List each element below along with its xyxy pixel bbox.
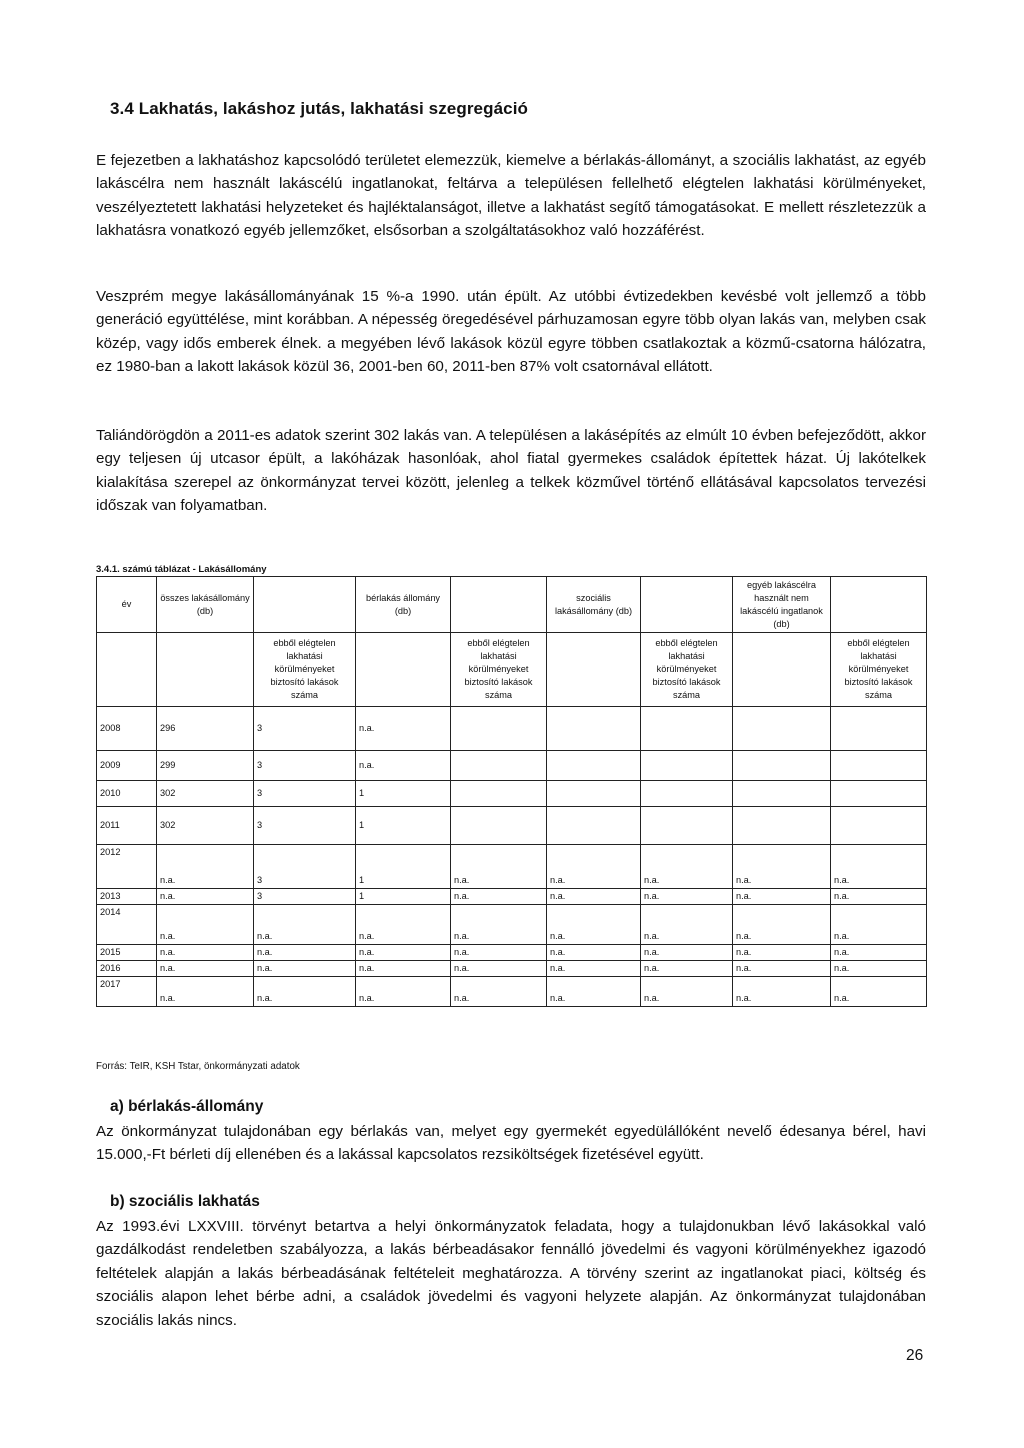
table-cell: n.a.: [547, 945, 641, 961]
table-cell: 1: [356, 845, 451, 889]
subsection-b-text: Az 1993.évi LXXVIII. törvényt betartva a helyi önkormányzatok feladata, hogy a tulajdonukban lévő lakásokkal való gazdálkodást rendeletben szabályozza, a lakás bérbeadásakor fennálló jövedelmi és vagyoni körülményekhez igazodó feltételek alapján a lakás bérbeadásának feltételeit meghatározza. A törvény szerint az ingatlanokat piaci, költség és szociális alapon lehet bérbe adni, a családok jövedelmi és vagyoni helyzete alapján. Az önkormányzat tulajdonában szociális lakás nincs.: [96, 1218, 926, 1329]
table-cell: n.a.: [641, 977, 733, 1007]
table-cell: [733, 807, 831, 845]
table-cell: n.a.: [157, 905, 254, 945]
table-cell: [733, 781, 831, 807]
table-cell-year: 2013: [97, 889, 157, 905]
table-cell: n.a.: [733, 905, 831, 945]
subheader-inadequate-social: ebből elégtelen lakhatási körülményeket biztosító lakások száma: [641, 633, 733, 707]
subheader-inadequate-rental: ebből elégtelen lakhatási körülményeket biztosító lakások száma: [451, 633, 547, 707]
table-cell-year: 2016: [97, 961, 157, 977]
table-cell: [733, 707, 831, 751]
table-cell: n.a.: [831, 945, 927, 961]
table-cell-year: 2011: [97, 807, 157, 845]
table-cell-year: 2008: [97, 707, 157, 751]
table-cell: n.a.: [733, 945, 831, 961]
table-cell-year: 2012: [97, 845, 157, 889]
table-cell: 302: [157, 781, 254, 807]
table-cell: [641, 781, 733, 807]
table-cell: n.a.: [641, 961, 733, 977]
table-cell-year: 2015: [97, 945, 157, 961]
table-cell: [831, 781, 927, 807]
subheader-inadequate-total: ebből elégtelen lakhatási körülményeket biztosító lakások száma: [254, 633, 356, 707]
table-cell: n.a.: [733, 845, 831, 889]
table-cell: n.a.: [831, 845, 927, 889]
section-title: 3.4 Lakhatás, lakáshoz jutás, lakhatási szegregáció: [110, 99, 529, 118]
table-cell: n.a.: [641, 905, 733, 945]
table-subheader-row: [97, 633, 927, 707]
table-cell: 3: [254, 751, 356, 781]
subsection-a-title: a) bérlakás-állomány: [110, 1098, 264, 1115]
header-empty: [641, 577, 733, 633]
source-note: Forrás: TeIR, KSH Tstar, önkormányzati adatok: [96, 1061, 300, 1072]
header-empty: [451, 577, 547, 633]
housing-stock-table: [96, 576, 927, 1007]
table-cell: [641, 707, 733, 751]
subheader-empty: [356, 633, 451, 707]
table-cell: n.a.: [356, 751, 451, 781]
table-cell: n.a.: [254, 961, 356, 977]
table-cell: 1: [356, 781, 451, 807]
table-cell: [831, 751, 927, 781]
table-cell: 299: [157, 751, 254, 781]
table-row: [97, 707, 927, 751]
table-cell: 302: [157, 807, 254, 845]
table-cell: n.a.: [547, 845, 641, 889]
table-row: [97, 781, 927, 807]
table-cell: 3: [254, 781, 356, 807]
table-cell: 3: [254, 845, 356, 889]
table-cell: [451, 751, 547, 781]
table-cell: n.a.: [831, 961, 927, 977]
table-cell: 3: [254, 889, 356, 905]
table-cell: [451, 707, 547, 751]
table-cell: n.a.: [547, 889, 641, 905]
table-cell: 3: [254, 807, 356, 845]
table-cell: n.a.: [356, 977, 451, 1007]
table-cell: n.a.: [157, 961, 254, 977]
header-total: összes lakásállomány (db): [157, 577, 254, 633]
table-cell-year: 2009: [97, 751, 157, 781]
table-cell: n.a.: [157, 977, 254, 1007]
table-cell: n.a.: [451, 905, 547, 945]
table-cell-year: 2010: [97, 781, 157, 807]
table-cell: n.a.: [254, 977, 356, 1007]
table-header-row: [97, 577, 927, 633]
header-empty: [254, 577, 356, 633]
table-cell: n.a.: [356, 961, 451, 977]
table-cell: n.a.: [451, 889, 547, 905]
header-other: egyéb lakáscélra használt nem lakáscélú ingatlanok (db): [733, 577, 831, 633]
table-cell: [831, 807, 927, 845]
table-row: [97, 945, 927, 961]
table-cell: [547, 781, 641, 807]
table-cell: n.a.: [641, 889, 733, 905]
table-row: [97, 889, 927, 905]
table-cell: n.a.: [254, 945, 356, 961]
header-empty: [831, 577, 927, 633]
table-caption: 3.4.1. számú táblázat - Lakásállomány: [96, 564, 267, 575]
table-cell: n.a.: [254, 905, 356, 945]
table-cell: [451, 807, 547, 845]
table-cell-year: 2017: [97, 977, 157, 1007]
table-cell: n.a.: [356, 707, 451, 751]
table-cell: 3: [254, 707, 356, 751]
header-year: év: [97, 577, 157, 633]
subheader-empty: [733, 633, 831, 707]
table-row: [97, 961, 927, 977]
table-cell: n.a.: [831, 977, 927, 1007]
table-row: [97, 751, 927, 781]
table-cell: n.a.: [547, 977, 641, 1007]
table-cell: 1: [356, 889, 451, 905]
county-housing-paragraph: Veszprém megye lakásállományának 15 %-a 1990. után épült. Az utóbbi évtizedekben kevésbé volt jellemző a több generáció együttélése, mint korábban. A népesség öregedésével párhuzamosan egyre több olyan lakás van, melyben csak közép, vagy idős emberek élnek. a megyében lévő lakások közül egyre többen csatlakoztak a közmű-csatorna hálózatra, ez 1980-ban a lakott lakások közül 36, 2001-ben 60, 2011-ben 87% volt csatornával ellátott.: [96, 288, 926, 376]
subheader-inadequate-other: ebből elégtelen lakhatási körülményeket biztosító lakások száma: [831, 633, 927, 707]
subsection-b-title: b) szociális lakhatás: [110, 1193, 260, 1210]
table-cell: n.a.: [733, 977, 831, 1007]
table-cell: n.a.: [641, 945, 733, 961]
table-cell-year: 2014: [97, 905, 157, 945]
table-cell: n.a.: [451, 945, 547, 961]
table-cell: 296: [157, 707, 254, 751]
table-body: [97, 707, 927, 1007]
table-cell: [641, 807, 733, 845]
table-cell: n.a.: [157, 889, 254, 905]
table-cell: n.a.: [831, 889, 927, 905]
page-number: 26: [906, 1347, 924, 1364]
table-cell: n.a.: [547, 905, 641, 945]
header-rental: bérlakás állomány (db): [356, 577, 451, 633]
table-cell: n.a.: [641, 845, 733, 889]
table-cell: n.a.: [157, 945, 254, 961]
table-cell: 1: [356, 807, 451, 845]
table-cell: [547, 751, 641, 781]
table-cell: n.a.: [831, 905, 927, 945]
table-cell: n.a.: [356, 905, 451, 945]
table-cell: n.a.: [547, 961, 641, 977]
header-social: szociális lakásállomány (db): [547, 577, 641, 633]
table-cell: [547, 707, 641, 751]
subsection-a-text: Az önkormányzat tulajdonában egy bérlakás van, melyet egy gyermekét egyedülállóként nevelő édesanya bérel, havi 15.000,-Ft bérleti díj ellenében és a lakással kapcsolatos rezsiköltségek fizetésével együtt.: [96, 1123, 926, 1164]
table-cell: n.a.: [733, 889, 831, 905]
table-cell: n.a.: [356, 945, 451, 961]
intro-paragraph: E fejezetben a lakhatáshoz kapcsolódó területet elemezzük, kiemelve a bérlakás-állományt, a szociális lakhatást, az egyéb lakáscélra nem használt lakáscélú ingatlanokat, feltárva a településen fellelhető elégtelen lakhatási körülményeket, veszélyeztetett lakhatási helyzeteket és hajléktalanságot, illetve a lakhatást segítő támogatásokat. E mellett részletezzük a lakhatásra vonatkozó egyéb jellemzőket, elsősorban a szolgáltatásokhoz való hozzáférést.: [96, 152, 926, 240]
table-row: [97, 905, 927, 945]
table-row: [97, 807, 927, 845]
table-cell: [733, 751, 831, 781]
table-cell: [451, 781, 547, 807]
subheader-empty: [157, 633, 254, 707]
table-cell: [641, 751, 733, 781]
table-cell: [547, 807, 641, 845]
table-row: [97, 977, 927, 1007]
table-cell: n.a.: [451, 845, 547, 889]
table-cell: n.a.: [451, 961, 547, 977]
local-housing-paragraph: Taliándörögdön a 2011-es adatok szerint 302 lakás van. A településen a lakásépítés az elmúlt 10 évben befejeződött, akkor egy teljesen új utcasor épült, a lakóházak hasonlóak, ahol fiatal gyermekes családok építettek házat. Új lakótelkek kialakítása szerepel az önkormányzat tervei között, jelenleg a telkek közművel történő ellátásával kapcsolatos tervezési időszak van folyamatban.: [96, 427, 926, 515]
table-cell: [831, 707, 927, 751]
table-cell: n.a.: [157, 845, 254, 889]
subheader-empty: [547, 633, 641, 707]
table-cell: n.a.: [451, 977, 547, 1007]
table-cell: n.a.: [733, 961, 831, 977]
table-row: [97, 845, 927, 889]
subheader-empty: [97, 633, 157, 707]
